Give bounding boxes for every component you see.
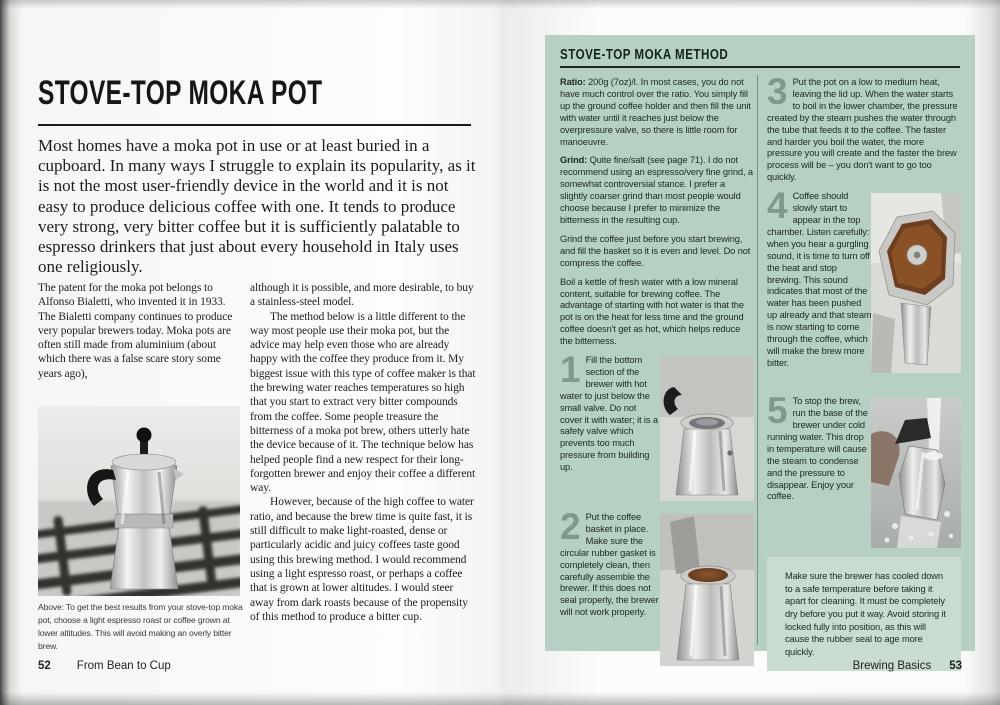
body-paragraph: However, because of the high coffee to water ratio, and because the brew time is quite fast, it is still difficult to make light-roasted, dense or particularly acidic and juicy coffees taste good using this brewing method. I would recommend using a light espresso roast, or perhaps a coffee that is grown at lower altitudes. I would steer away from dark roasts because of the propensity of this method to produce a bitter cup. [250, 496, 474, 623]
moka-pot-on-stove-photo [38, 406, 240, 596]
ratio-label: Ratio: [560, 77, 586, 87]
step-5-text: To stop the brew, run the base of the brewer under cold running water. This drop in temperature will cause the steam to condense and the pressure to disappear. Enjoy your coffee. [767, 396, 868, 502]
cooldown-note-text: Make sure the brewer has cooled down to a safe temperature before taking it apart for cleaning. It must be completely dry before you put it way. Avoid storing it locked fully into position, as this will cause the rubber seal to age more quickly. [785, 571, 946, 657]
ratio-paragraph: Ratio: 200g (7oz)/l. In most cases, you do not have much control over the ratio. You simply fill up the ground coffee holder and then fill the unit with water until it reaches just below the overpressure valve, so there is little room for manoeuvre. [560, 77, 751, 147]
page-number-right: 53 [949, 660, 962, 672]
right-footer [853, 660, 962, 672]
step-4-text: Coffee should slowly start to appear in the top chamber. Listen carefully: when you hear a gurgling sound, it is time to turn off the heat and stop brewing. This sound indicates that most of the water has been pushed up already and that steam is now starting to come through the coffee, which will make the brew more bitter. [767, 191, 872, 368]
left-footer [38, 660, 171, 672]
step-3 [767, 71, 961, 184]
step-4 [767, 185, 961, 389]
cooldown-note [767, 557, 961, 671]
page-bottom-edge [0, 692, 1000, 705]
title-rule [38, 124, 471, 126]
page-title: STOVE-TOP MOKA POT [38, 74, 323, 112]
step-5 [767, 390, 961, 548]
body-column-1 [38, 281, 244, 381]
page-top-edge [0, 0, 1000, 9]
panel-column-right [767, 71, 961, 671]
water-paragraph: Boil a kettle of fresh water with a low mineral content, suitable for brewing coffee. The advantage of starting with hot water is that the pot is on the heat for less time and the ground coffee doesn't get as hot, which helps reduce the bitterness. [560, 276, 744, 347]
step-1 [560, 349, 754, 505]
photo-caption: Above: To get the best results from your stove-top moka pot, choose a light espresso roast or coffee grown at lower altitudes. This will avoid making an overly bitter brew. [38, 602, 243, 651]
panel-column-left [560, 77, 754, 674]
body-paragraph: The patent for the moka pot belongs to Alfonso Bialetti, who invented it in 1933. The Bialetti company continues to produce very popular brewers today. Moka pots are often still made from aluminium (about which there was a false scare story some years ago), [38, 282, 233, 380]
section-title-right: Brewing Basics [852, 660, 932, 672]
step-4-number: 4 [767, 185, 787, 227]
step-2-number: 2 [560, 506, 580, 548]
step-3-text: Put the pot on a low to medium heat, leaving the lid up. When the water starts to boil in the lower chamber, the pressure created by the steam pushes the water through the tube that feeds it to the coffee. The faster and harder you boil the water, the more pressure you will create and the faster the brew process will be – you don't want to go too quickly. [767, 77, 958, 183]
intro-paragraph: Most homes have a moka pot in use or at least buried in a cupboard. In many ways I struggle to explain its popularity, as it is not the most user-friendly device in the world and it is not easy to produce delicious coffee with one. It tends to produce very strong, very bitter coffee but it is sufficiently palatable to espresso drinkers that just about every household in Italy uses one religiously. [38, 136, 476, 277]
body-paragraph: although it is possible, and more desirable, to buy a stainless-steel model. [250, 282, 474, 309]
step-5-number: 5 [767, 390, 787, 432]
step-4-photo [871, 193, 961, 373]
step-2-text: Put the coffee basket in place. Make sure the circular rubber gasket is completely clean, then carefully assemble the brewer. If this does not seal properly, the brewer will not work properly. [560, 512, 659, 618]
column-divider [757, 75, 758, 645]
step-2 [560, 506, 754, 667]
step-1-text: Fill the bottom section of the brewer with hot water to just below the small valve. Do not cover it with water; it is a safety valve which prevents too much pressure from building up. [560, 355, 658, 473]
grind-paragraph: Grind: Quite fine/salt (see page 71). I do not recommend using an espresso/very fine grind, a somewhat controversial stance. I prefer a slightly coarser grind than most people would choose because I prefer to minimize the bitterness in the resulting cup. [560, 155, 753, 225]
panel-title-rule [560, 66, 960, 68]
step-1-photo [660, 357, 754, 501]
body-paragraph: The method below is a little different to the way most people use their moka pot, but the advice may help even those who are already happy with the coffee they produce from it. My biggest issue with this type of coffee maker is that the brewing water reaches temperatures so high that you start to extract very bitter compounds from the coffee. Some people treasure the bitterness of a moka pot brew, others utterly hate the device because of it. The technique below has helped people find a new respect for their long-forgotten brewer and enjoy their coffee a different way. [250, 310, 476, 495]
step-3-number: 3 [767, 71, 787, 112]
page-number-left: 52 [38, 660, 51, 672]
step-1-number: 1 [560, 349, 580, 391]
section-title-left: From Bean to Cup [76, 660, 171, 672]
method-panel [545, 35, 975, 657]
step-5-photo [871, 398, 961, 548]
step-2-photo [660, 514, 754, 666]
grind-label: Grind: [560, 155, 588, 166]
panel-title: STOVE-TOP MOKA METHOD [560, 47, 729, 63]
body-column-2 [250, 281, 478, 624]
prep-paragraph: Grind the coffee just before you start brewing, and fill the basket so it is even and level. Do not compress the coffee. [560, 233, 751, 268]
